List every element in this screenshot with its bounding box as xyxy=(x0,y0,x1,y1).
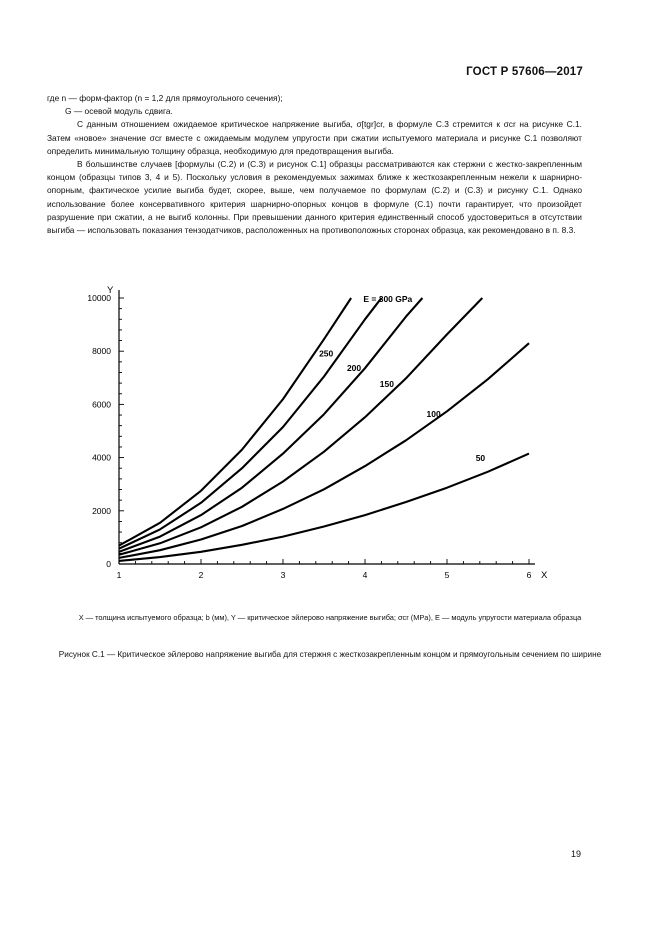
x-tick-label: 1 xyxy=(116,570,122,580)
chart-curves xyxy=(119,298,529,561)
y-tick-label: 6000 xyxy=(92,399,111,410)
series-label-3: 150 xyxy=(379,379,394,390)
chart-axes xyxy=(87,285,548,581)
definition-n: где n — форм-фактор (n = 1,2 для прямоугольного сечения); xyxy=(47,93,283,103)
y-axis-label: Y xyxy=(107,285,114,296)
body-text xyxy=(47,92,582,237)
page-number: 19 xyxy=(571,849,582,859)
y-tick-label: 10000 xyxy=(87,293,111,303)
series-line-3 xyxy=(119,298,482,555)
buckling-chart xyxy=(0,280,661,610)
x-axis-label: X xyxy=(541,570,548,581)
y-tick-label: 0 xyxy=(106,559,111,569)
y-tick-label: 8000 xyxy=(92,346,111,357)
x-tick-label: 5 xyxy=(444,570,450,580)
series-label-2: 200 xyxy=(346,363,362,374)
x-tick-label: 4 xyxy=(362,570,368,580)
document-header: ГОСТ Р 57606—2017 xyxy=(466,66,583,78)
series-label-1: 250 xyxy=(319,348,334,359)
y-tick-label: 4000 xyxy=(92,452,111,463)
y-tick-label: 2000 xyxy=(92,505,111,516)
series-label-4: 100 xyxy=(426,409,441,420)
paragraph-1: С данным отношением ожидаемое критическое напряжение выгиба, σ[tgr]cr, в формуле С.3 стремится к σcr на рисунке С.1. Затем «новое» значение σcr вместе с ожидаемым модулем упругости при сжатии испытуемого материала и рисунке С.1 позволяют определить минимальную толщину образца, необходимую для предотвращения выгиба. xyxy=(47,119,582,156)
x-tick-label: 3 xyxy=(280,570,286,580)
figure-caption: Рисунок С.1 — Критическое эйлерово напряжение выгиба для стержня с жесткозакрепленным концом и прямоугольным сечением по ширине xyxy=(58,650,602,659)
x-tick-label: 2 xyxy=(198,570,204,580)
axis-note: X — толщина испытуемого образца; b (мм), Y — критическое эйлерово напряжение выгиба; σcr (MPa), E — модуль упругости материала образца xyxy=(78,613,582,622)
series-line-1 xyxy=(119,298,381,549)
paragraph-2: В большинстве случаев [формулы (С.2) и (С.3) и рисунок С.1] образцы рассматриваются как стержни с жестко-закрепленным концом (образцы типов 3, 4 и 5). Поскольку условия в рекомендуемых зажимах ближе к жесткозакрепленным нежели к шарнирно-опорным, фактическое усилие выгиба будет, скорее, выше, чем получаемое по формулам (С.2) и (С.3) и рисунку С.1. Однако использование более консервативного критерия шарнирно-опорных концов в формуле (С.1) почти гарантирует, что произойдет разрушение при сжатии, а не выгиб колонны. При превышении данного критерия единственный способ удостовериться в отсутствии выгиба — использовать показания тензодатчиков, расположенных на противоположных сторонах образца, как рекомендовано в п. 8.3. xyxy=(47,159,582,236)
definition-g: G — осевой модуль сдвига. xyxy=(65,106,173,117)
series-label-5: 50 xyxy=(475,453,486,464)
x-tick-label: 6 xyxy=(526,570,532,580)
series-label-0: E = 300 GPa xyxy=(363,293,413,304)
